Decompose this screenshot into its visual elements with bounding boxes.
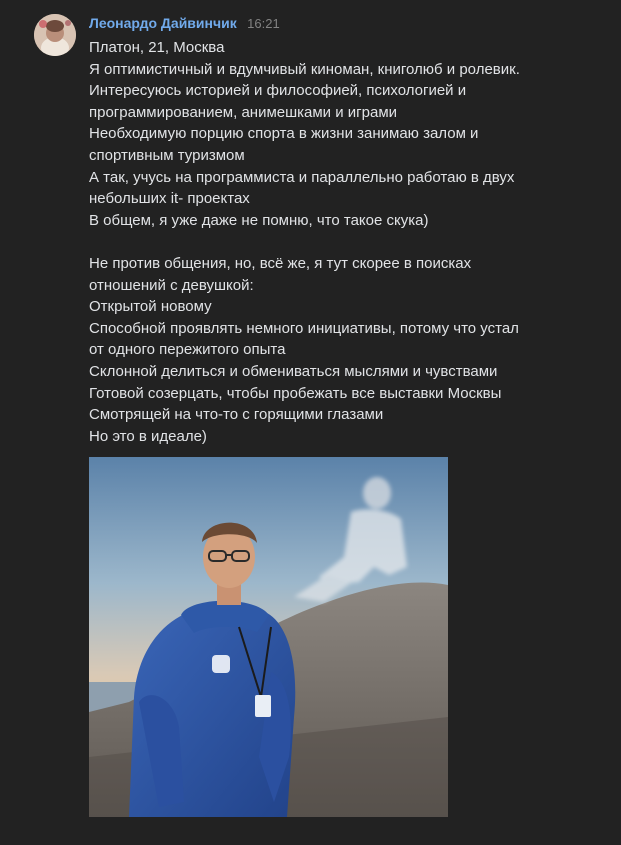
- text-line: отношений с девушкой:: [89, 276, 254, 294]
- text-line: Платон, 21, Москва: [89, 39, 225, 56]
- text-line: спортивным туризмом: [89, 146, 245, 164]
- author-name[interactable]: Леонардо Дайвинчик: [89, 15, 237, 31]
- text-line: программированием, анимешками и играми: [89, 103, 398, 121]
- text-line: Необходимую порцию спорта в жизни занимаю залом и: [89, 125, 479, 143]
- message-time: 16:21: [247, 16, 280, 31]
- text-line: Интересуюсь историей и философией, психологией и: [89, 82, 467, 100]
- message-header: [89, 15, 280, 35]
- sender-avatar[interactable]: [34, 14, 76, 56]
- avatar-picture: [34, 14, 76, 56]
- text-line: Смотрящей на что-то с горящими глазами: [89, 406, 384, 424]
- text-line: Способной проявлять немного инициативы, потому что устал: [89, 319, 519, 337]
- photo-image: [89, 457, 448, 817]
- text-line: В общем, я уже даже не помню, что такое скука): [89, 211, 429, 229]
- text-line: Не против общения, но, всё же, я тут скорее в поисках: [89, 254, 472, 272]
- message-text: [89, 37, 589, 447]
- attached-photo[interactable]: [89, 457, 448, 817]
- text-line: Я оптимистичный и вдумчивый киноман, книголюб и ролевик.: [89, 60, 520, 78]
- text-line: Готовой созерцать, чтобы пробежать все выставки Москвы: [89, 384, 502, 402]
- text-line: А так, учусь на программиста и параллельно работаю в двух: [89, 168, 515, 186]
- text-line: [89, 231, 589, 253]
- text-line: небольших it- проектах: [89, 190, 250, 208]
- text-line: Склонной делиться и обмениваться мыслями и чувствами: [89, 362, 498, 380]
- text-line: Но это в идеале): [89, 427, 207, 445]
- text-line: от одного пережитого опыта: [89, 341, 286, 359]
- text-line: Открытой новому: [89, 298, 212, 316]
